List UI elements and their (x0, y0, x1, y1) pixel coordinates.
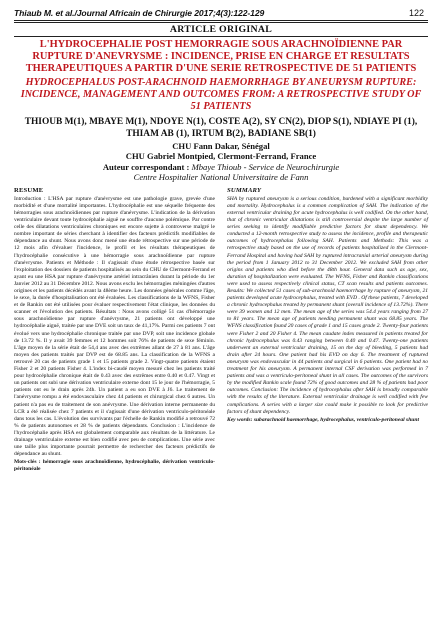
title-french: L'HYDROCEPHALIE POST HEMORRAGIE SOUS ARACHNOÏDIENNE PAR RUPTURE D'ANEVRYSME : INCIDENCE, PRISE EN CHARGE ET RESULTATS THERAPEUTIQUES A PARTIR D'UNE SERIE RETROSPECTIVE DE 51 PATIENTS (25, 39, 417, 74)
summary-heading: SUMMARY (227, 186, 262, 194)
author-list (14, 116, 428, 141)
affiliation-2: CHU Gabriel Montpied, Clermont-Ferrand, France (125, 151, 317, 162)
journal-citation: Thiaub M. et al./Journal Africain de Chirurgie 2017;4(3):122-129 (14, 8, 265, 18)
resume-body: Introduction : L'HSA par rupture d'anévrysme est une pathologie grave, grevée d'une morbidité et d'une mortalité importantes. L'hydrocéphalie est une séquelle fréquente des hémorragies sous arachnoïdiennes par rupture d'anévrysme. L'indication de la dérivation ventriculaire devant toute hydrocéphalie aiguë ne souffre d'aucune polémique. Par contre celle des dilatations ventriculaires chroniques est encore sujette à controverse malgré le nombre important de séries cherchant à identifier des facteurs prédictifs modifiables de dépendance au shunt. Nous avons donc mené une étude rétrospective sur une période de 12 mois afin d'évaluer l'incidence, le profil et les résultats thérapeutiques de l'hydrocéphalie consécutive à une hémorragie sous arachnoïdienne par rupture d'anévrysme. Patients et Méthode : Il s'agissait d'une étude rétrospective basée sur l'exploitation des dossiers de patients hospitalisés au sein du CHU de Clermont-Ferrand et ayant eu une HSA par rupture d'anévrysme artériel intracrânien durant la période du 1er Janvier 2012 au 31 Décembre 2012. Nous avons exclu les hémorragies méningées d'autres origines et les patients décédés avant la 48ème heure. Les données générales comme l'âge, le sexe, la durée d'hospitalisation ont été évaluées. Les classifications de la WFNS, Fisher et de Rankin ont été utilisées pour évaluer respectivement l'état clinique, les données du scanner et l'évolution des patients. Résultats : Nous avons colligé 51 cas d'hémorragie sous arachnoïdienne par rupture d'anévrysme, 21 patients ont développé une hydrocéphalie aiguë, traitée par une DVE soit un taux de 41,17%. Parmi ces patients 7 ont évolué vers une hydrocéphalie chronique traitée par une DVP, soit une incidence globale de 13.72 %. Il y avait 39 femmes et 12 hommes soit 76% de patients de sexe féminin. L'âge moyen de la série était de 54,4 ans avec des extrêmes allant de 27 à 81 ans. L'âge moyen des patients traités par DVP est de 68.85 ans. La classification de la WFNS a retrouvé 20 cas de patients grade 1 et 15 patients grade 2. Vingt-quatre patients étaient Fisher 2 et 20 patients Fisher 4. L'index bi-caudé moyen mesuré chez les patients traité pour hydrocéphalie chronique était de 0.43 avec des extrêmes entre 0.40 et 0.47. Vingt et un patients ont subi une dérivation ventriculaire externe dont 15 le jour de l'hémorragie, 5 patients ont eu le drain après 24h. Un patient a eu son DVE à J6. Le traitement de l'anévrysme rompu a été endovasculaire chez 44 patients et chirurgical chez 6 autres. Un patient n'a pas eu de traitement de son anévrysme. Une dérivation interne permanente du LCR a été réalisée chez 7 patients et il s'agissait d'une dérivation ventriculo-péritonéale dans tous les cas. L'évolution des survivants par l'échelle de Rankin modifié a retrouvé 72 % de patients autonomes et 28 % de patients dépendants. Conclusion : L'incidence de l'hydrocéphalie après HSA est globalement comparable aux résultats de la littérature. Le drainage ventriculaire externe est bien codifié avec peu de complications. Une série avec une taille plus importante pourrait permettre de rechercher des facteurs prédictifs de dépendance au shunt. (14, 195, 215, 458)
abstract-columns (14, 187, 428, 474)
corresponding-author (14, 162, 428, 173)
page-number: 122 (408, 8, 424, 18)
running-header (14, 0, 428, 18)
summary-body: SHA by ruptured aneurysm is a serious condition, burdened with a significant morbidity and mortality. Hydrocephalus is a common complication of SAH. The indication of the external ventricular draining for acute hydrocephalus is well codified. On the other hand, that of chronic ventricular dilatations is still controversial despite the large number of series seeking to identify modifiable predictive factors for shunt dependency. We conducted a 12-month retrospective study to assess the incidence, profile and therapeutic outcomes of hydrocephalus following SAH. Patients and Methods: This was a retrospective study based on the use of records of patients hospitalized in the Clermont-Ferrand Hospital and having had SAH by ruptured intracranial arterial aneurysm during the period from 1 January 2012 to 31 December 2012. We excluded SAH from other origins and patients who died before the 48th hour. General data such as age, sex, duration of hospitalization were evaluated. The WFNS, Fisher and Rankin classifications were used to assess respectively clinical status, CT scan results and patients outcomes. Results: We collected 51 cases of sub-arachnoid haemorrhage by rupture of aneurysm, 21 patients developed acute hydrocephalus, treated with EVD . Of these patients, 7 developed a chronic hydrocephalus treated by permanent shunt (overall incidence of 13.72%). There were 39 women and 12 men. The mean age of the series was 54.4 years ranging from 27 to 81 years. The mean age of patients needing permanent shunt was 68.85 years. The WFNS classification found 20 cases of grade 1 and 15 cases grade 2. Twenty-four patients were Fisher 2 and 20 Fisher 4. The mean caudate index measured in patients treated for chronic hydrocephalus was 0.43 ranging between 0.40 and 0.47. Twenty-one patients underwent an external ventricular draining, 15 on the day of bleeding, 5 patients had drain after 24 hours. One patient had his EVD on day 6. The treatment of ruptured aneurysm was endovascular in 44 patients and surgical in 6 patients. One patient had no treatment for his aneurysm. A permanent internal CSF derivation was performed in 7 patients and was a ventriculo-peritoneal shunt in all cases. The outcomes of the survivors by the modified Rankin scale found 72% of good outcomes and 28 % of patients had poor outcomes. Conclusion: The incidence of hydrocephalus after SAH is broadly comparable with the results of the literature. External ventricular drainage is well codified with few complications. A series with a larger size could make it possible to look for predictive factors of shunt dependency. (227, 195, 428, 415)
corresponding-author-address: Centre Hospitalier National Universitaire de Fann (133, 172, 309, 183)
authors-line-2: THIAM AB (1), IRTUM B(2), BADIANE SB(1) (126, 129, 316, 140)
summary-keywords: Key words: subarachnoid haemorrhage, hydrocephalus, ventriculo-peritoneal shunt (227, 416, 420, 423)
resume-keywords: Mots-clés : hémorragie sous arachnoïdienne, hydrocéphalie, dérivation ventriculo-péritonéale (14, 459, 215, 473)
article-category: ARTICLE ORIGINAL (169, 24, 273, 35)
title-english: HYDROCEPHALUS POST-ARACHNOID HAEMORRHAGE BY ANEURYSM RUPTURE: INCIDENCE, MANAGEMENT AND OUTCOMES FROM: A RETROSPECTIVE STUDY OF 51 PATIENTS (20, 77, 422, 112)
category-rule (14, 36, 428, 37)
summary-column (227, 187, 428, 474)
resume-heading: RESUME (14, 186, 44, 194)
resume-column (14, 187, 215, 474)
header-rule (14, 20, 428, 21)
authors-line-1: THIOUB M(1), MBAYE M(1), NDOYE N(1), COSTE A(2), SY CN(2), DIOP S(1), NDIAYE PI (1), (24, 116, 418, 127)
affiliation-1: CHU Fann Dakar, Sénégal (172, 140, 270, 151)
corresponding-author-label: Auteur correspondant : (102, 161, 190, 172)
corresponding-author-name: Mbaye Thioub - Service de Neurochirurgie (191, 161, 340, 172)
